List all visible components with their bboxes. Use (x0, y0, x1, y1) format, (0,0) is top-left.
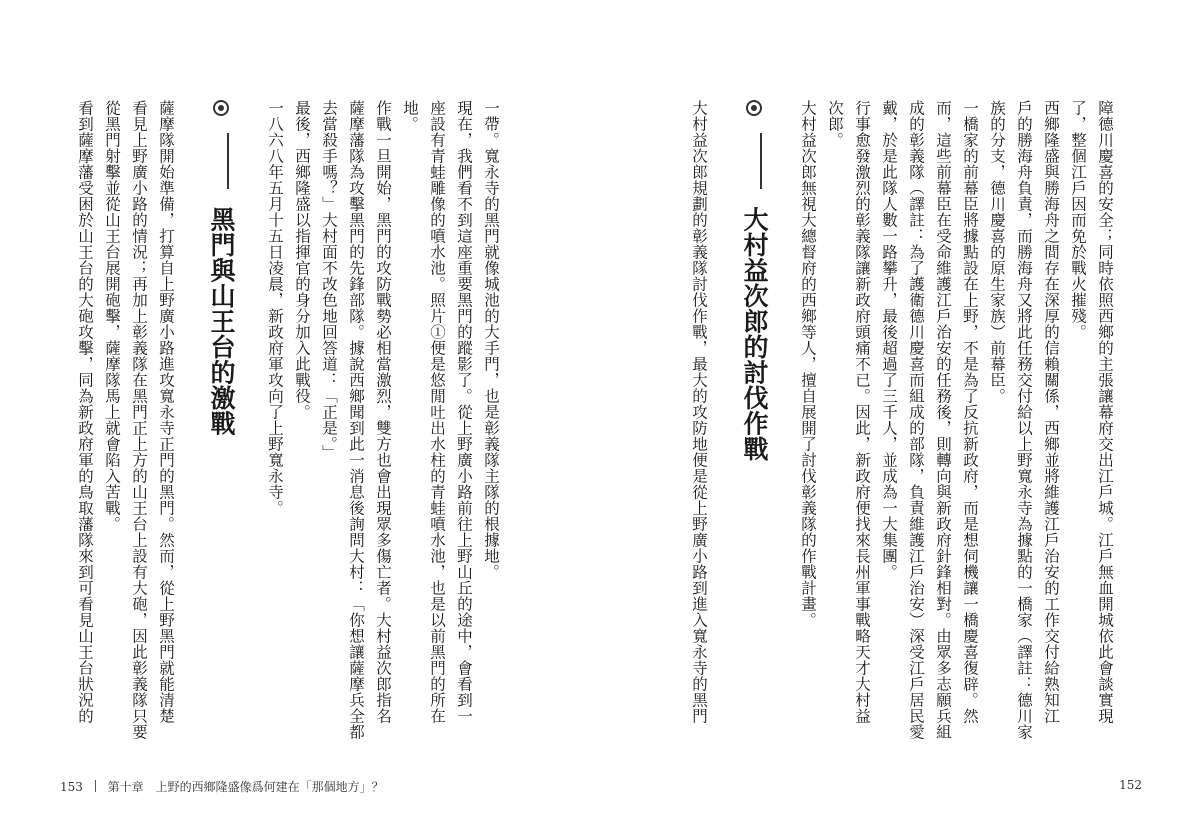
body-line: 去當殺手嗎？」大村面不改色地回答道：「正是。」 (320, 100, 338, 461)
body-line: 大村益次郎無視大總督府的西鄉等人，擅自展開了討伐彰義隊的作戰計畫。 (799, 100, 817, 628)
section-heading-text: 黑門與山王台的激戰 (207, 206, 236, 436)
body-line: 成的彰義隊（譯註：為了護衛德川慶喜而組成的部隊，負責維護江戶治安）深受江戶居民愛 (907, 100, 925, 740)
section-heading (724, 100, 784, 740)
footer-divider (95, 780, 96, 792)
body-line: 而，這些前幕臣在受命維護江戶治安的任務後，則轉向與新政府針鋒相對。由眾多志願兵組 (934, 100, 952, 740)
left-page-footer (60, 778, 384, 795)
left-page-body (76, 100, 504, 740)
body-line: 看見上野廣小路的情況；再加上彰義隊在黑門正上方的山王台上設有大砲，因此彰義隊只要 (130, 100, 148, 740)
page-number: 152 (1119, 778, 1142, 792)
heading-circle-icon (746, 100, 762, 116)
body-line: 一橋家的前幕臣將據點設在上野，不是為了反抗新政府，而是想伺機讓一橋慶喜復辟。然 (961, 100, 979, 724)
body-line: 地。 (401, 100, 419, 132)
section-heading-text: 大村益次郎的討伐作戰 (740, 206, 769, 462)
heading-rule (760, 133, 762, 189)
body-line: 座設有青蛙雕像的噴水池。照片①便是悠閒吐出水柱的青蛙噴水池，也是以前黑門的所在 (428, 100, 446, 724)
body-line: 一八六八年五月十五日凌晨，新政府軍攻向了上野寬永寺。 (266, 100, 284, 516)
body-line: 了，整個江戶因而免於戰火摧殘。 (1069, 100, 1087, 340)
body-line: 戶的勝海舟負責，而勝海舟又將此任務交付給以上野寬永寺為據點的一橋家（譯註：德川家 (1015, 100, 1033, 740)
body-line: 次郎。 (826, 100, 844, 148)
right-page-body (686, 100, 1118, 740)
page-number: 153 (60, 780, 83, 794)
body-line: 西鄉隆盛與勝海舟之間存在深厚的信賴關係，西鄉並將維護江戶治安的工作交付給熟知江 (1042, 100, 1060, 724)
body-line: 現在，我們看不到這座重要黑門的蹤影了。從上野廣小路前往上野山丘的途中，會看到一 (455, 100, 473, 724)
body-line: 一帶。寬永寺的黑門就像城池的大手門，也是彰義隊主隊的根據地。 (482, 100, 500, 580)
body-line: 看到薩摩藩受困於山王台的大砲攻擊，同為新政府軍的鳥取藩隊來到可看見山王台狀況的 (76, 100, 94, 724)
right-page (600, 0, 1200, 840)
section-heading (191, 100, 251, 740)
body-line: 障德川慶喜的安全；同時依照西鄉的主張讓幕府交出江戶城。江戶無血開城依此會談實現 (1096, 100, 1114, 724)
body-line: 從黑門射擊並從山王台展開砲擊，薩摩隊馬上就會陷入苦戰。 (103, 100, 121, 532)
body-line: 最後，西鄉隆盛以指揮官的身分加入此戰役。 (293, 100, 311, 420)
body-line: 薩摩藩隊為攻擊黑門的先鋒部隊。據說西鄉聞到此一消息後詢問大村：「你想讓薩摩兵全都 (347, 100, 365, 740)
right-page-footer (1119, 778, 1142, 792)
heading-rule (227, 133, 229, 189)
body-line: 大村益次郎規劃的彰義隊討伐作戰，最大的攻防地便是從上野廣小路到進入寬永寺的黑門 (690, 100, 708, 724)
chapter-title: 第十章 上野的西鄉隆盛像爲何建在「那個地方」？ (107, 780, 384, 794)
body-line: 作戰一旦開始，黑門的攻防戰勢必相當激烈，雙方也會出現眾多傷亡者。大村益次郎指名 (374, 100, 392, 724)
body-line: 薩摩隊開始準備，打算自上野廣小路進攻寬永寺正門的黑門。然而，從上野黑門就能清楚 (157, 100, 175, 724)
body-line: 戴，於是此隊人數一路攀升，最後超過了三千人，並成為一大集團。 (880, 100, 898, 580)
body-line: 行事愈發激烈的彰義隊讓新政府頭痛不已。因此，新政府便找來長州軍事戰略天才大村益 (853, 100, 871, 724)
body-line: 族的分支，德川慶喜的原生家族）前幕臣。 (988, 100, 1006, 404)
heading-circle-icon (213, 100, 229, 116)
